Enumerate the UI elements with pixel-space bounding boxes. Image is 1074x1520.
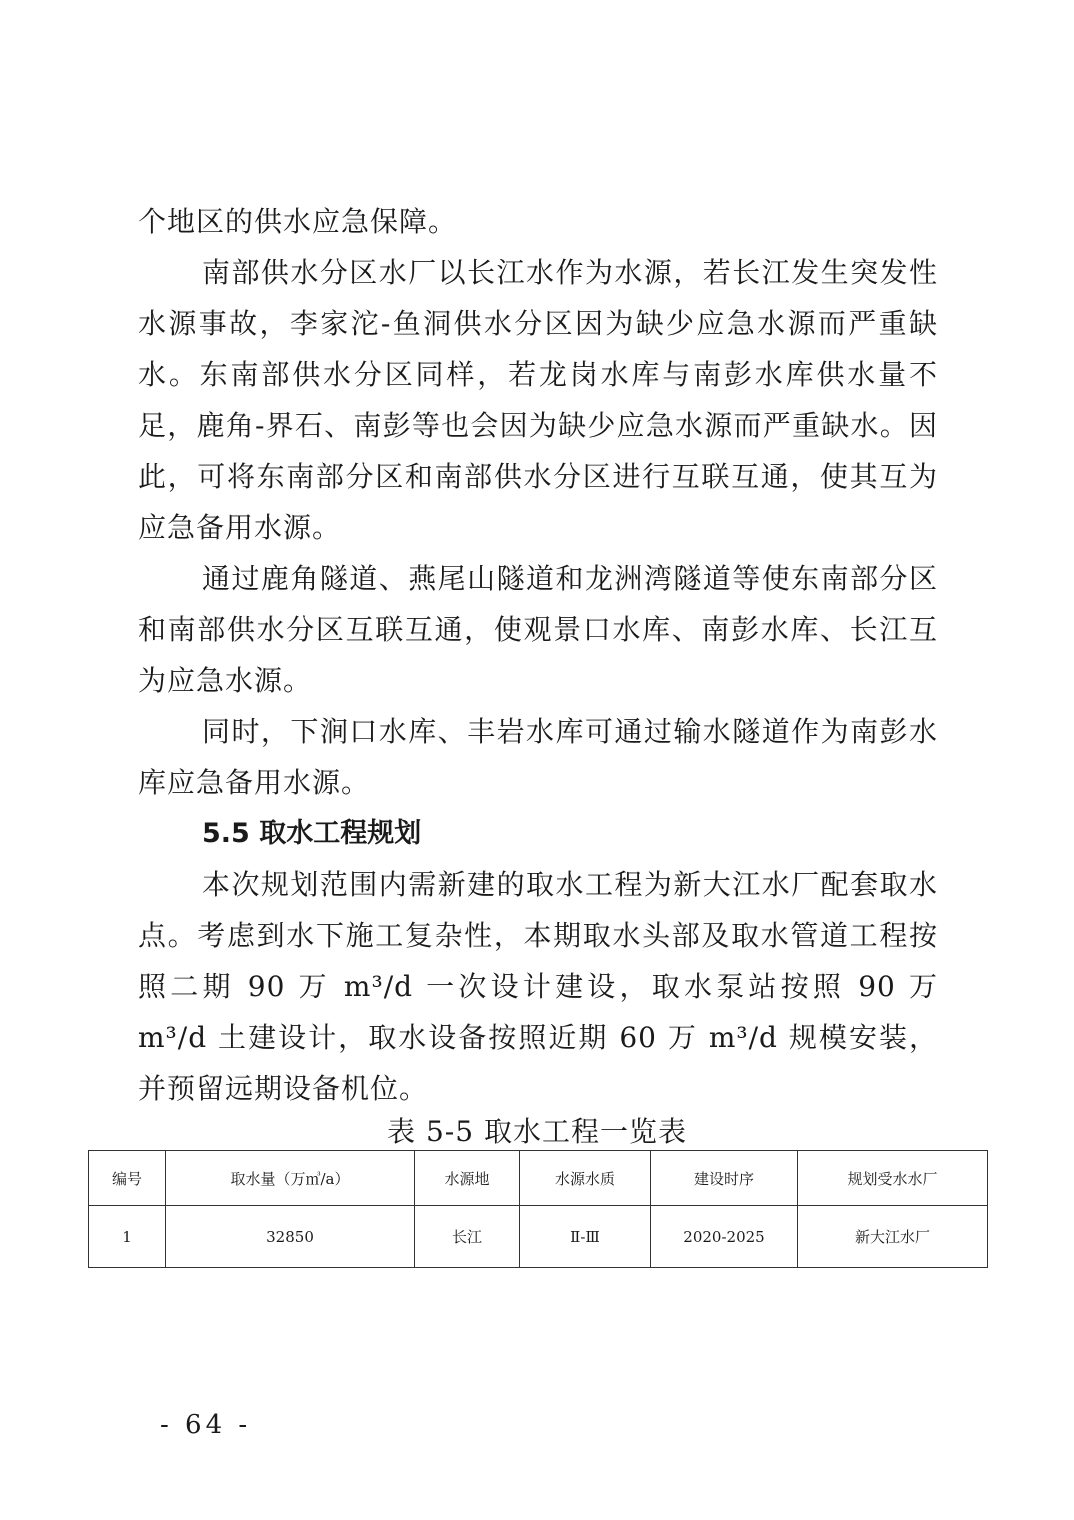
- cell-water-quality: Ⅱ-Ⅲ: [520, 1206, 651, 1268]
- cell-number: 1: [89, 1206, 166, 1268]
- cell-water-source: 长江: [415, 1206, 520, 1268]
- paragraph-reservoirs: 同时，下涧口水库、丰岩水库可通过输水隧道作为南彭水库应急备用水源。: [138, 715, 938, 799]
- header-cell-construction-period: 建设时序: [651, 1151, 798, 1206]
- header-cell-number: 编号: [89, 1151, 166, 1206]
- intake-project-table: [88, 1150, 988, 1268]
- cell-receiving-plant: 新大江水厂: [798, 1206, 988, 1268]
- paragraph-continuation: 个地区的供水应急保障。: [138, 205, 458, 238]
- header-cell-receiving-plant: 规划受水水厂: [798, 1151, 988, 1206]
- table-row: [89, 1206, 988, 1268]
- section-heading: 5.5 取水工程规划: [202, 818, 422, 849]
- paragraph-south-supply: 南部供水分区水厂以长江水作为水源，若长江发生突发性水源事故，李家沱-鱼洞供水分区因为缺少应急水源而严重缺水。东南部供水分区同样，若龙岗水库与南彭水库供水量不足，鹿角-界石、南彭等也会因为缺少应急水源而严重缺水。因此，可将东南部分区和南部供水分区进行互联互通，使其互为应急备用水源。: [138, 256, 938, 544]
- page-number: - 64 -: [160, 1410, 252, 1440]
- table-header-row: [89, 1151, 988, 1206]
- paragraph-intake-plan: 本次规划范围内需新建的取水工程为新大江水厂配套取水点。考虑到水下施工复杂性，本期取水头部及取水管道工程按照二期 90 万 m³/d 一次设计建设，取水泵站按照 90 万 m³/d 土建设计，取水设备按照近期 60 万 m³/d 规模安装，并预留远期设备机位。: [138, 868, 938, 1105]
- table-caption: 表 5-5 取水工程一览表: [387, 1115, 687, 1148]
- header-cell-intake-volume: 取水量（万㎥/a）: [166, 1151, 415, 1206]
- cell-construction-period: 2020-2025: [651, 1206, 798, 1268]
- body-text: [138, 196, 938, 1114]
- header-cell-water-quality: 水源水质: [520, 1151, 651, 1206]
- header-cell-water-source: 水源地: [415, 1151, 520, 1206]
- cell-intake-volume: 32850: [166, 1206, 415, 1268]
- paragraph-tunnels: 通过鹿角隧道、燕尾山隧道和龙洲湾隧道等使东南部分区和南部供水分区互联互通，使观景口水库、南彭水库、长江互为应急水源。: [138, 562, 938, 697]
